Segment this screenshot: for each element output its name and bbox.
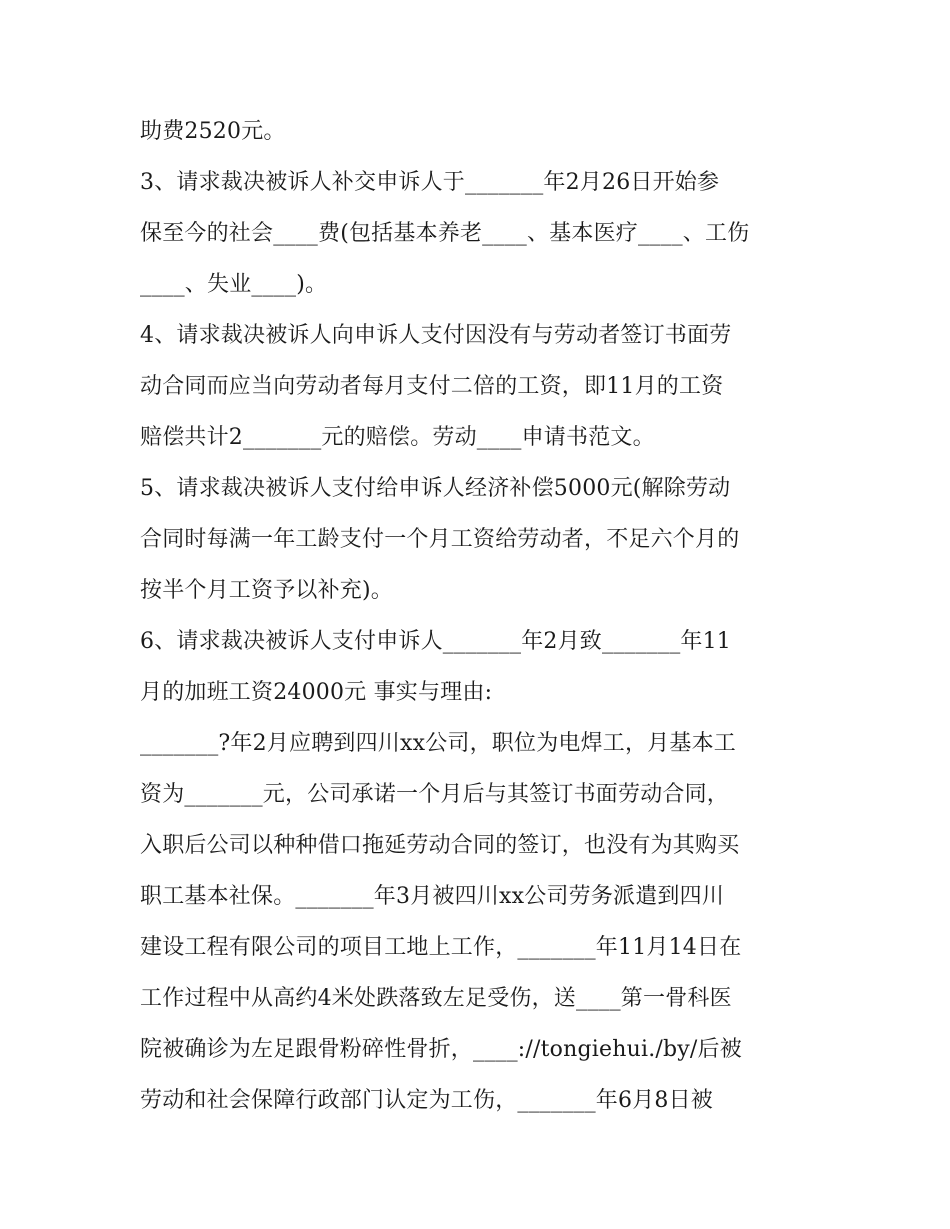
text-line: ____、失业____)。 (140, 272, 328, 297)
text-line: 建设工程有限公司的项目工地上工作，_______年11月14日在 (140, 935, 742, 960)
text-line: 助费2520元。 (140, 119, 286, 144)
text-line: 4、请求裁决被诉人向申诉人支付因没有与劳动者签订书面劳 (140, 323, 732, 348)
text-line: 工作过程中从高约4米处跌落致左足受伤，送____第一骨科医 (140, 986, 732, 1011)
text-line: 入职后公司以种种借口拖延劳动合同的签订，也没有为其购买 (140, 833, 740, 858)
text-line: 月的加班工资24000元 事实与理由: (140, 680, 493, 705)
text-line: 赔偿共计2_______元的赔偿。劳动____申请书范文。 (140, 425, 655, 450)
text-line: 3、请求裁决被诉人补交申诉人于_______年2月26日开始参 (140, 170, 720, 195)
text-line: 院被确诊为左足跟骨粉碎性骨折，____://tongiehui./by/后被 (140, 1037, 742, 1062)
text-line: 合同时每满一年工龄支付一个月工资给劳动者，不足六个月的 (140, 527, 740, 552)
text-line: 资为_______元，公司承诺一个月后与其签订书面劳动合同， (140, 782, 730, 807)
text-line: 劳动和社会保障行政部门认定为工伤，_______年6月8日被 (140, 1088, 713, 1113)
text-line: 职工基本社保。_______年3月被四川xx公司劳务派遣到四川 (140, 884, 725, 909)
text-line: 保至今的社会____费(包括基本养老____、基本医疗____、工伤 (140, 221, 750, 246)
document-body (140, 106, 820, 1126)
text-line: 6、请求裁决被诉人支付申诉人_______年2月致_______年11 (140, 629, 731, 654)
text-line: 动合同而应当向劳动者每月支付二倍的工资，即11月的工资 (140, 374, 724, 399)
text-line: _______?年2月应聘到四川xx公司，职位为电焊工，月基本工 (140, 731, 737, 756)
text-line: 按半个月工资予以补充)。 (140, 578, 393, 603)
text-line: 5、请求裁决被诉人支付给申诉人经济补偿5000元(解除劳动 (140, 476, 731, 501)
